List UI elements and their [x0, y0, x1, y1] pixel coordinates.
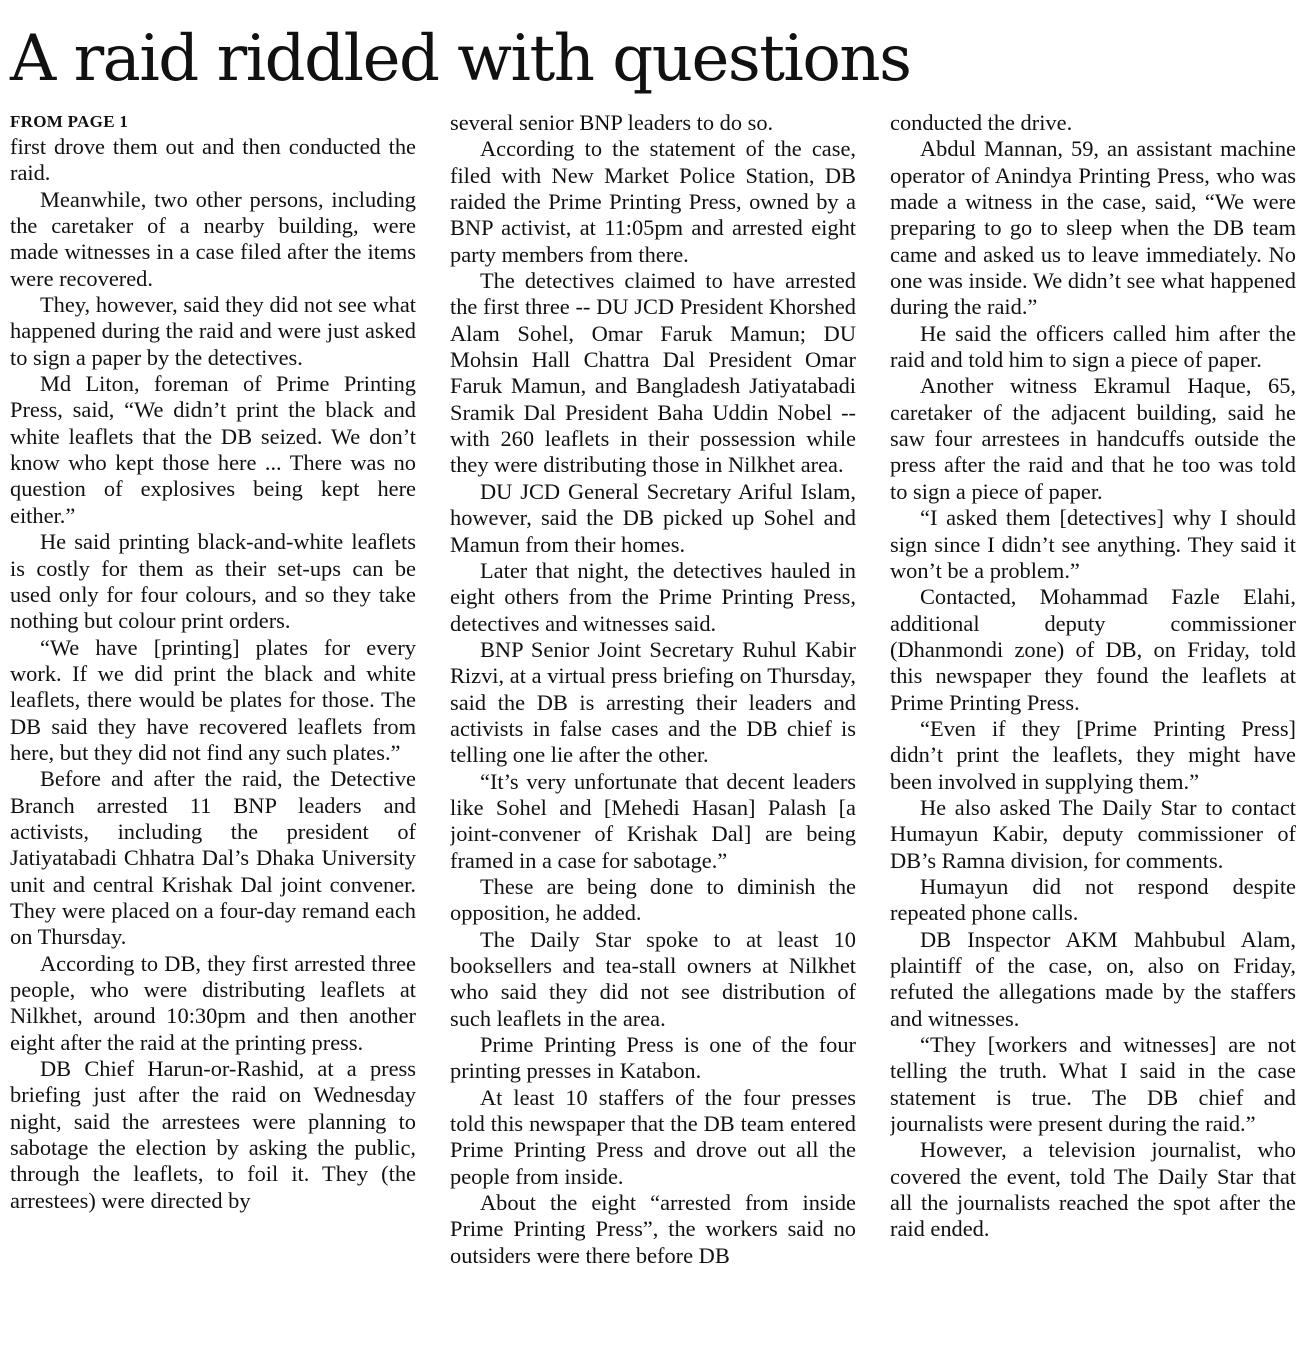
paragraph: Later that night, the detectives hauled in eight others from the Prime Printing Press, detectives and witnesses said. [450, 557, 856, 636]
paragraph: BNP Senior Joint Secretary Ruhul Kabir Rizvi, at a virtual press briefing on Thursday, said the DB is arresting their leaders and activists in false cases and the DB chief is telling one lie after the other. [450, 636, 856, 768]
paragraph: Meanwhile, two other persons, including the caretaker of a nearby building, were made witnesses in a case filed after the items were recovered. [10, 186, 416, 291]
paragraph: These are being done to diminish the opposition, he added. [450, 873, 856, 926]
continuation-kicker: FROM PAGE 1 [10, 112, 129, 131]
paragraph: Prime Printing Press is one of the four printing presses in Katabon. [450, 1032, 856, 1084]
paragraph: DB Inspector AKM Mahbubul Alam, plaintiff of the case, on, also on Friday, refuted the allegations made by the staffers and witnesses. [890, 926, 1296, 1031]
article-column-2 [450, 110, 856, 1355]
paragraph: According to DB, they first arrested three people, who were distributing leaflets at Nilkhet, around 10:30pm and then another eight after the raid at the printing press. [10, 950, 416, 1055]
paragraph: “Even if they [Prime Printing Press] didn’t print the leaflets, they might have been involved in supplying them.” [890, 715, 1296, 794]
paragraph: conducted the drive. [890, 110, 1073, 135]
headline: A raid riddled with questions [10, 22, 911, 96]
paragraph: About the eight “arrested from inside Prime Printing Press”, the workers said no outsiders were there before DB [450, 1190, 856, 1268]
article-column-3 [890, 110, 1296, 1355]
paragraph: DU JCD General Secretary Ariful Islam, however, said the DB picked up Sohel and Mamun from their homes. [450, 478, 856, 557]
paragraph: Contacted, Mohammad Fazle Elahi, additional deputy commissioner (Dhanmondi zone) of DB, on Friday, told this newspaper they found the leaflets at Prime Printing Press. [890, 584, 1296, 715]
paragraph: Humayun did not respond despite repeated phone calls. [890, 873, 1296, 926]
article-column-1 [10, 110, 416, 1355]
paragraph: According to the statement of the case, filed with New Market Police Station, DB raided the Prime Printing Press, owned by a BNP activist, at 11:05pm and arrested eight party members from there. [450, 136, 856, 267]
paragraph: However, a television journalist, who covered the event, told The Daily Star that all the journalists reached the spot after the raid ended. [890, 1137, 1296, 1242]
paragraph: He said printing black-and-white leaflets is costly for them as their set-ups can be used only for four colours, and so they take nothing but colour print orders. [10, 529, 416, 634]
paragraph: Another witness Ekramul Haque, 65, caretaker of the adjacent building, said he saw four arrestees in handcuffs outside the press after the raid and that he too was told to sign a piece of paper. [890, 373, 1296, 504]
paragraph: “I asked them [detectives] why I should sign since I didn’t see anything. They said it won’t be a problem.” [890, 505, 1296, 583]
paragraph: The detectives claimed to have arrested the first three -- DU JCD President Khorshed Alam Sohel, Omar Faruk Mamun; DU Mohsin Hall Chattra Dal President Omar Faruk Mamun, and Bangladesh Jatiyatabadi Sramik Dal President Baha Uddin Nobel -- with 260 leaflets in their possession while they were distributing those in Nilkhet area. [450, 268, 856, 478]
paragraph: “We have [printing] plates for every work. If we did print the black and white leaflets, there would be plates for those. The DB said they have recovered leaflets from here, but they did not find any such plates.” [10, 634, 416, 765]
paragraph: Abdul Mannan, 59, an assistant machine operator of Anindya Printing Press, who was made a witness in the case, said, “We were preparing to go to sleep when the DB team came and asked us to leave immediately. No one was inside. We didn’t see what happened during the raid.” [890, 136, 1296, 320]
paragraph: He said the officers called him after the raid and told him to sign a piece of paper. [890, 320, 1296, 373]
paragraph: “It’s very unfortunate that decent leaders like Sohel and [Mehedi Hasan] Palash [a joint-convener of Krishak Dal] are being framed in a case for sabotage.” [450, 768, 856, 873]
paragraph: several senior BNP leaders to do so. [450, 110, 774, 135]
paragraph: Md Liton, foreman of Prime Printing Press, said, “We didn’t print the black and white leaflets that the DB seized. We don’t know who kept those here ... There was no question of explosives being kept here either.” [10, 371, 416, 528]
paragraph: “They [workers and witnesses] are not telling the truth. What I said in the case statement is true. The DB chief and journalists were present during the raid.” [890, 1032, 1296, 1137]
paragraph: first drove them out and then conducted the raid. [10, 134, 416, 186]
paragraph: The Daily Star spoke to at least 10 booksellers and tea-stall owners at Nilkhet who said they did not see distribution of such leaflets in the area. [450, 926, 856, 1031]
paragraph: They, however, said they did not see what happened during the raid and were just asked to sign a paper by the detectives. [10, 292, 416, 370]
paragraph: At least 10 staffers of the four presses told this newspaper that the DB team entered Prime Printing Press and drove out all the people from inside. [450, 1084, 856, 1189]
paragraph: DB Chief Harun-or-Rashid, at a press briefing just after the raid on Wednesday night, said the arrestees were planning to sabotage the election by asking the public, through the leaflets, to foil it. They (the arrestees) were directed by [10, 1056, 416, 1213]
paragraph: He also asked The Daily Star to contact Humayun Kabir, deputy commissioner of DB’s Ramna division, for comments. [890, 794, 1296, 873]
paragraph: Before and after the raid, the Detective Branch arrested 11 BNP leaders and activists, including the president of Jatiyatabadi Chhatra Dal’s Dhaka University unit and central Krishak Dal joint convener. They were placed on a four-day remand each on Thursday. [10, 766, 416, 950]
